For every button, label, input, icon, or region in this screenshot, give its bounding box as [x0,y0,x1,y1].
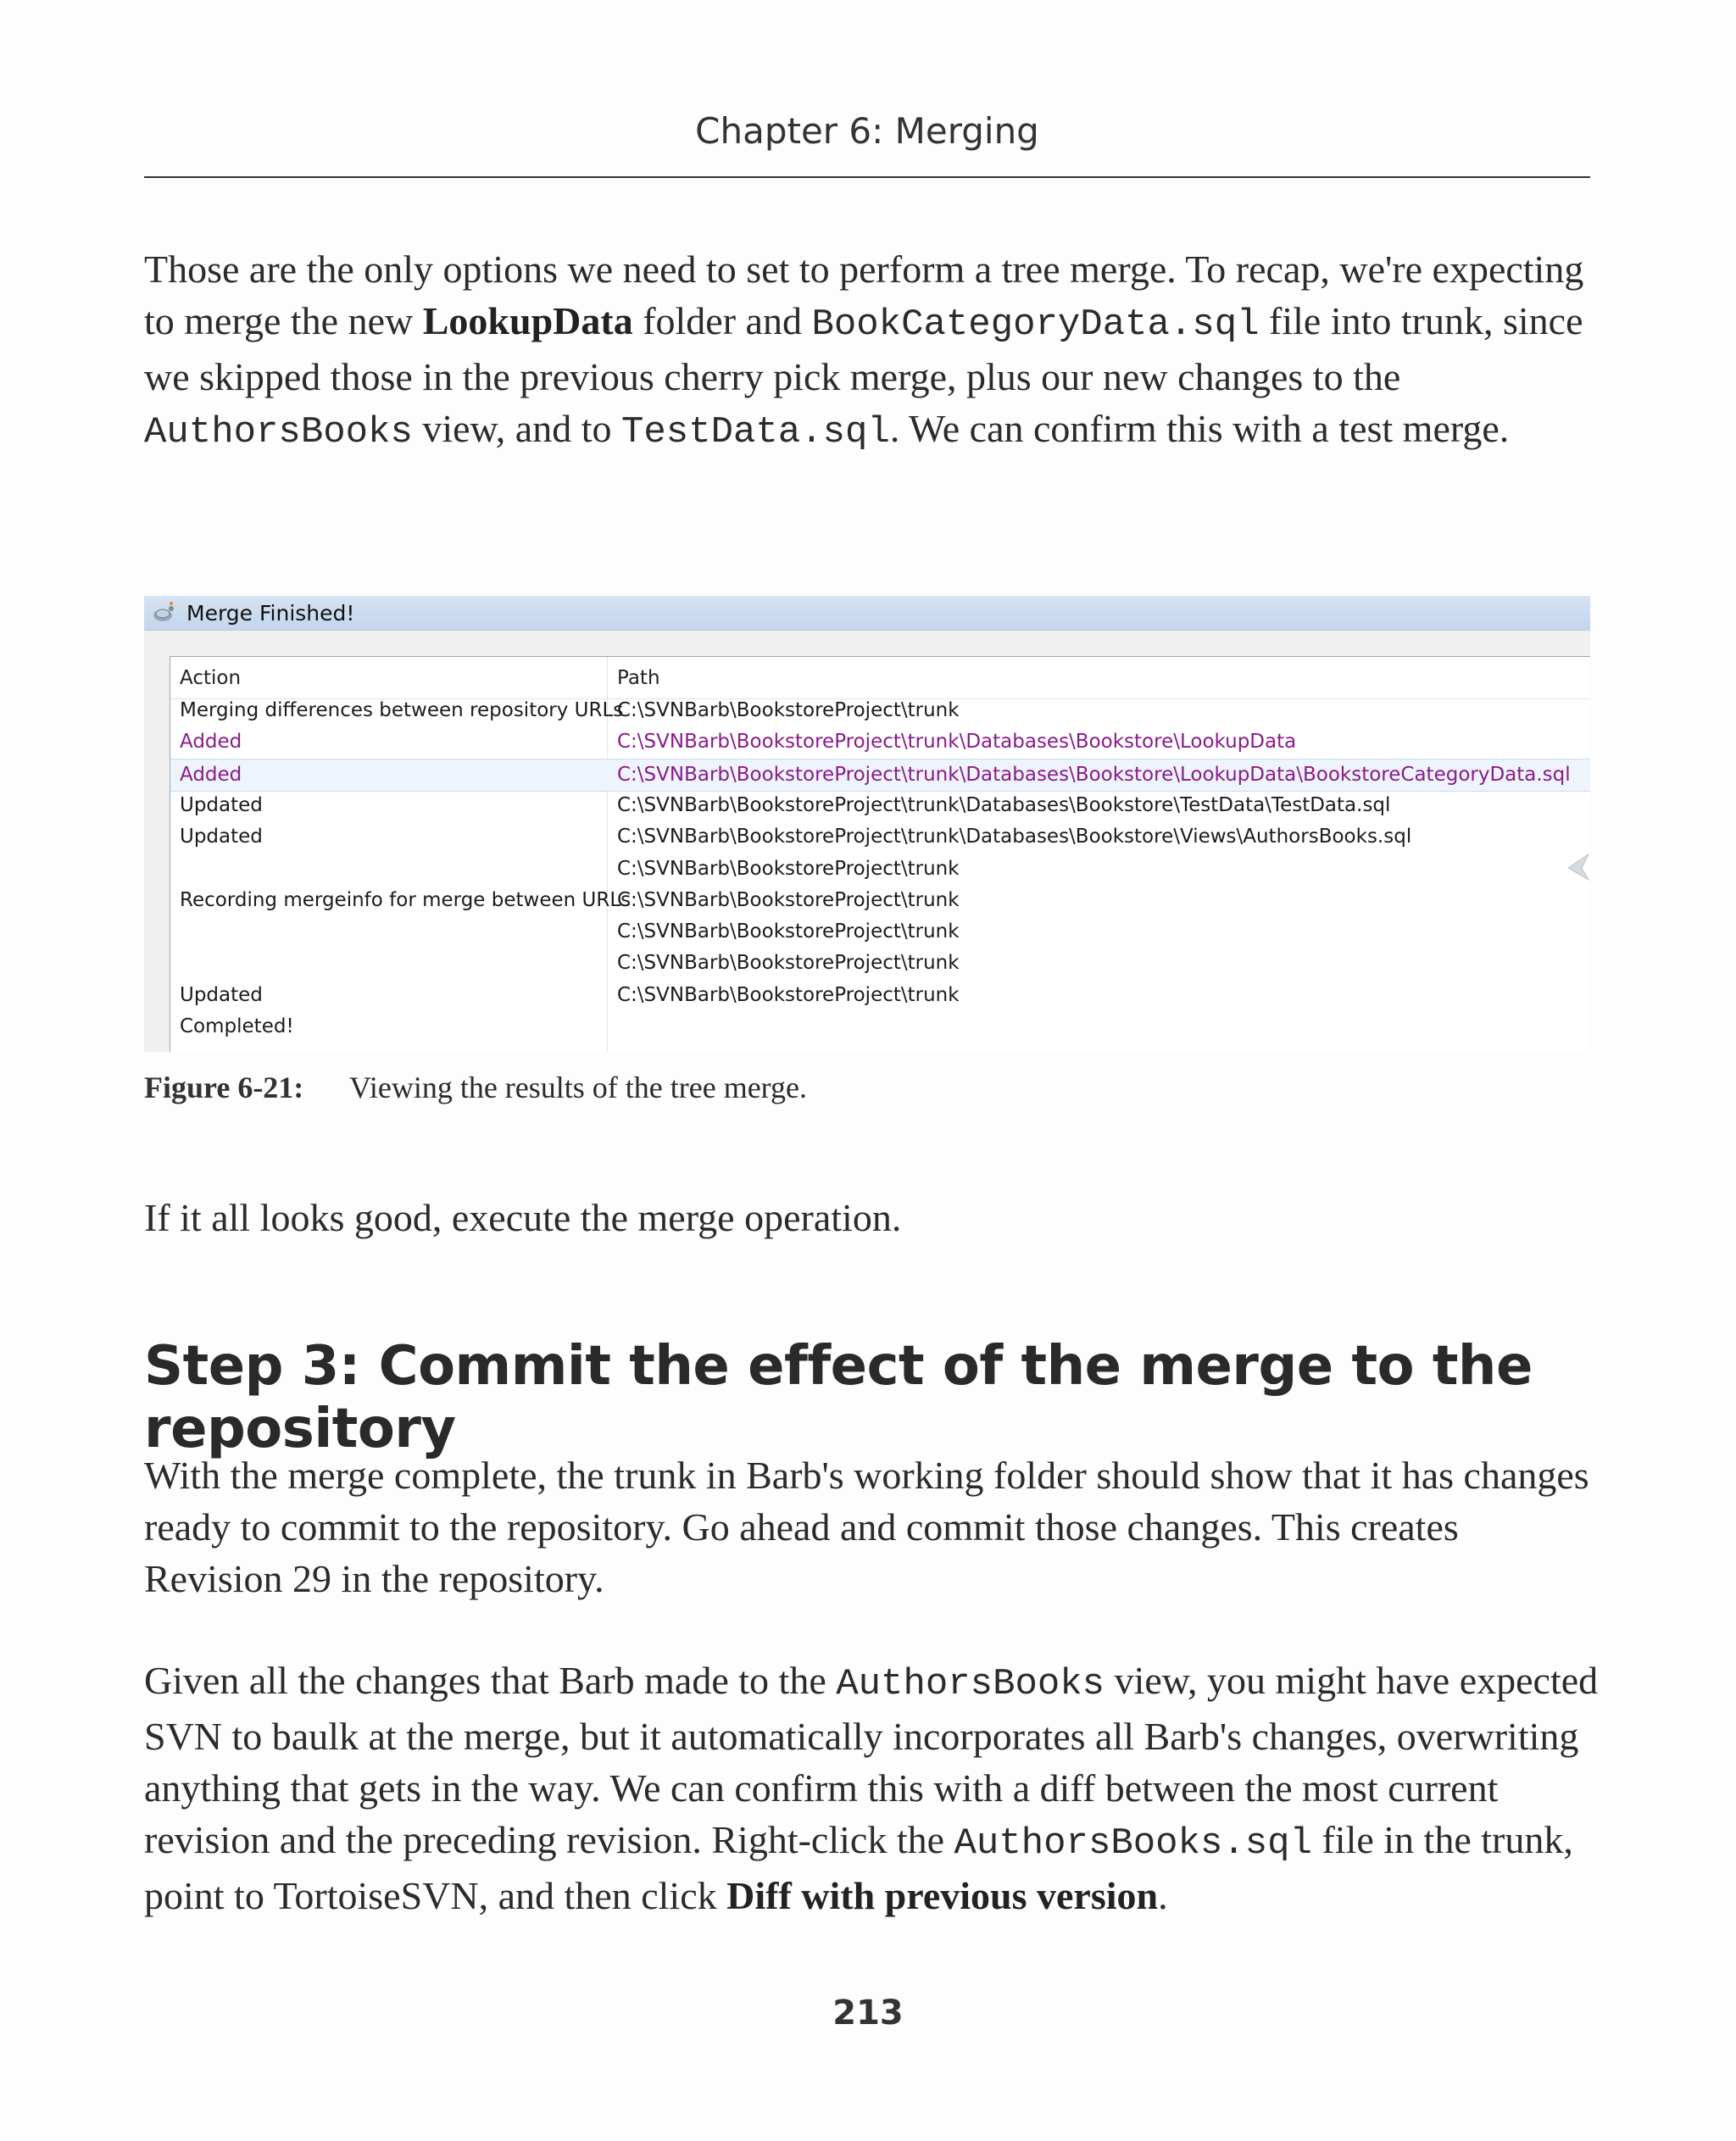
text-run: . [1158,1874,1168,1917]
running-head: Chapter 6: Merging [695,110,1039,152]
path-cell: C:\SVNBarb\BookstoreProject\trunk\Databases\Bookstore\TestData\TestData.sql [617,794,1391,816]
step3-paragraph-2 [144,1654,1602,1921]
text-run: . We can confirm this with a test merge. [889,407,1510,450]
bold-term: LookupData [422,299,633,342]
list-item[interactable] [170,759,1590,792]
bold-term: Diff with previous version [726,1874,1159,1917]
figure-label: Figure 6-21: [144,1070,304,1104]
figure-caption-text: Viewing the results of the tree merge. [349,1070,807,1104]
action-cell: Updated [180,794,263,816]
tortoise-svn-icon [151,601,176,625]
code-term: AuthorsBooks [836,1663,1105,1705]
column-header-action[interactable]: Action [180,667,242,689]
action-cell: Updated [180,984,263,1006]
path-cell: C:\SVNBarb\BookstoreProject\trunk\Databases\Bookstore\LookupData\BookstoreCategoryData.sql [617,764,1571,786]
dialog-title: Merge Finished! [186,601,355,626]
path-cell: C:\SVNBarb\BookstoreProject\trunk [617,984,960,1006]
text-run: folder and [632,299,812,342]
dialog-body [144,631,1590,1052]
path-cell: C:\SVNBarb\BookstoreProject\trunk\Databases\Bookstore\LookupData [617,731,1297,753]
action-cell: Merging differences between repository URLs [180,699,624,721]
path-cell: C:\SVNBarb\BookstoreProject\trunk [617,889,960,911]
section-heading: Step 3: Commit the effect of the merge to the repository [144,1335,1533,1460]
action-cell: Updated [180,826,263,848]
intro-paragraph [144,243,1602,459]
code-term: AuthorsBooks [144,411,413,453]
list-item[interactable] [170,885,1590,916]
path-cell: C:\SVNBarb\BookstoreProject\trunk [617,920,960,943]
path-cell: C:\SVNBarb\BookstoreProject\trunk [617,952,960,974]
list-item[interactable] [170,790,1590,821]
text-run: Given all the changes that Barb made to the [144,1659,837,1702]
step3-paragraph-1: With the merge complete, the trunk in Barb's working folder should show that it has changes ready to commit to the repository. Go ahead and commit those changes. This creates Revision 29 in the repository. [144,1454,1589,1600]
list-item[interactable] [170,821,1590,853]
text-run: Those are the only options we need to set to perform a tree merge. To recap, we're expecting to merge the new [144,247,1584,342]
list-header [170,657,1590,699]
code-term: TestData.sql [621,411,890,453]
list-item[interactable] [170,948,1590,979]
after-figure-paragraph: If it all looks good, execute the merge operation. [144,1196,902,1239]
merge-results-list [170,656,1590,1052]
text-run: file in the trunk, point to TortoiseSVN, and then click [144,1818,1573,1917]
merge-finished-screenshot [144,596,1590,1052]
code-term: AuthorsBooks.sql [954,1822,1312,1865]
column-header-path[interactable]: Path [617,667,660,689]
list-item[interactable] [170,726,1590,758]
header-rule [144,176,1590,178]
page-number: 213 [832,1994,904,2033]
figure-caption [144,1070,807,1105]
list-item[interactable] [170,695,1590,726]
path-cell: C:\SVNBarb\BookstoreProject\trunk [617,699,960,721]
path-cell: C:\SVNBarb\BookstoreProject\trunk\Databases\Bookstore\Views\AuthorsBooks.sql [617,826,1412,848]
scroll-arrow-icon [1556,849,1590,883]
dialog-titlebar [144,596,1590,631]
list-item[interactable] [170,854,1590,885]
text-run: view, and to [412,407,621,450]
action-cell: Added [180,764,242,786]
action-cell: Recording mergeinfo for merge between URLs [180,889,632,911]
path-cell: C:\SVNBarb\BookstoreProject\trunk [617,858,960,880]
code-term: BookCategoryData.sql [811,303,1260,346]
list-item[interactable] [170,980,1590,1011]
text-run: file into trunk, since we skipped those in the previous cherry pick merge, plus our new changes to the [144,299,1583,398]
list-item[interactable] [170,1011,1590,1043]
text-run: view, you might have expected SVN to baulk at the merge, but it automatically incorporates all Barb's changes, overwriting anything that gets in the way. We can confirm this with a diff between the most current revision and the preceding revision. Right-click the [144,1659,1599,1861]
action-cell: Completed! [180,1015,294,1037]
list-item[interactable] [170,916,1590,948]
action-cell: Added [180,731,242,753]
